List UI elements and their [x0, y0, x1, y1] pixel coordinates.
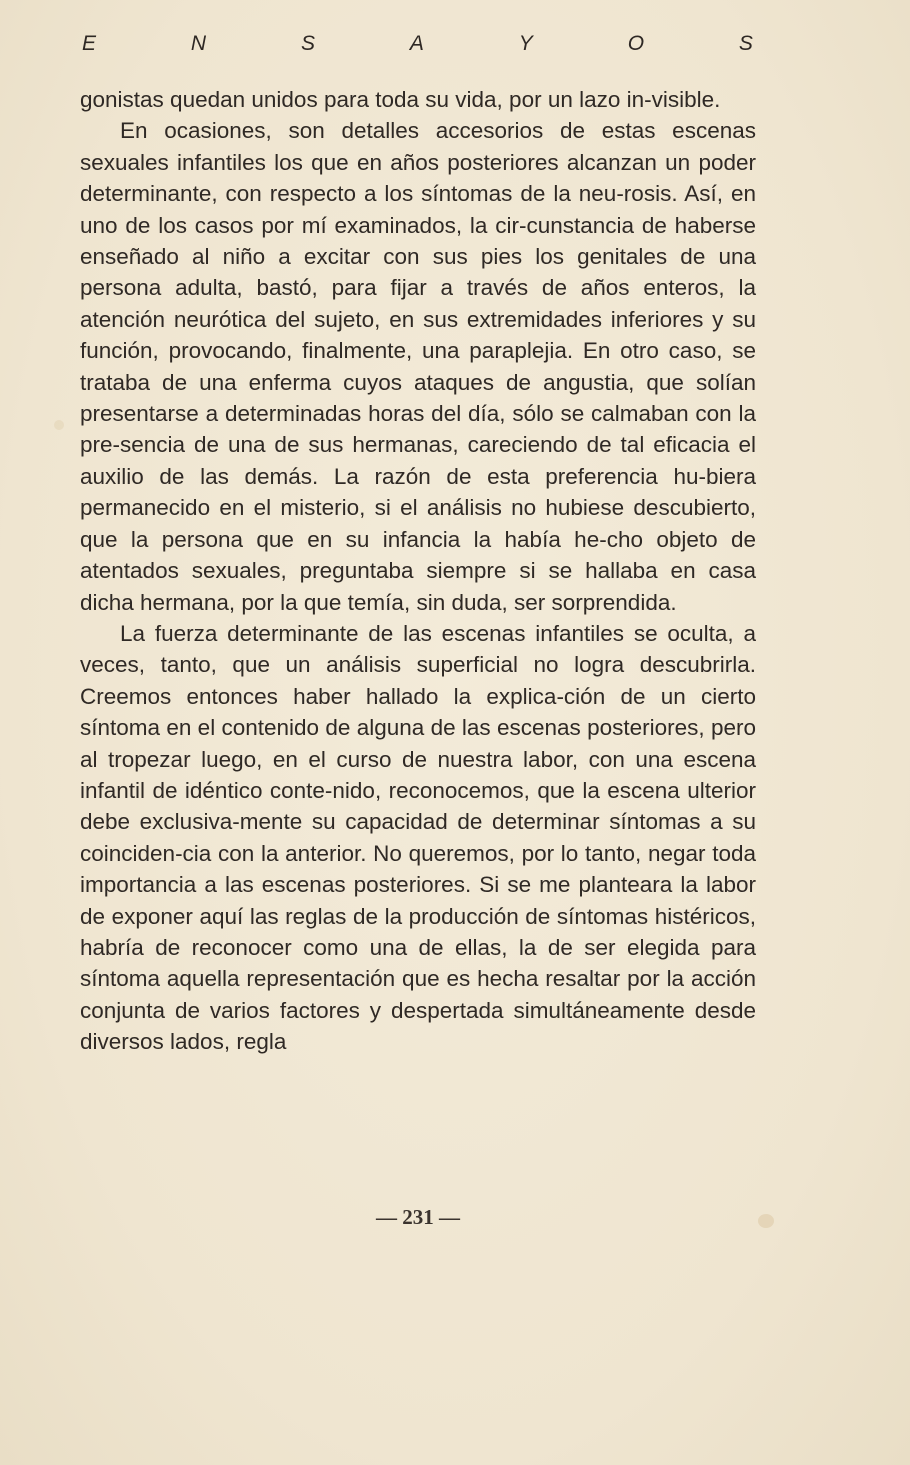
running-head-letter: Y	[518, 32, 534, 55]
paragraph: La fuerza determinante de las escenas infantiles se oculta, a veces, tanto, que un análisis superficial no logra descubrirla. Creemos entonces haber hallado la explica-ción de un cierto síntoma en el contenido de alguna de las escenas posteriores, pero al tropezar luego, en el curso de nuestra labor, con una escena infantil de idéntico conte-nido, reconocemos, que la escena ulterior debe exclusiva-mente su capacidad de determinar síntomas a su coinciden-cia con la anterior. No queremos, por lo tanto, negar toda importancia a las escenas posteriores. Si se me planteara la labor de exponer aquí las reglas de la producción de síntomas histéricos, habría de reconocer como una de ellas, la de ser elegida para síntoma aquella representación que es hecha resaltar por la acción conjunta de varios factores y despertada simultáneamente desde diversos lados, regla	[80, 620, 756, 1055]
running-head-letter: E	[82, 32, 98, 55]
page-number: — 231 —	[376, 1205, 460, 1229]
running-head-letter: O	[627, 32, 646, 55]
paragraph: gonistas quedan unidos para toda su vida, por un lazo in-visible.	[80, 87, 721, 112]
running-head	[82, 32, 754, 56]
running-head-letter: N	[190, 32, 208, 55]
running-head-letter: S	[300, 32, 316, 55]
body-text	[80, 84, 756, 1058]
running-head-letter: S	[738, 32, 754, 55]
running-head-letter: A	[409, 32, 425, 55]
paper-stain	[54, 420, 64, 430]
paragraph: En ocasiones, son detalles accesorios de estas escenas sexuales infantiles los que en años posteriores alcanzan un poder determinante, con respecto a los síntomas de la neu-rosis. Así, en uno de los casos por mí examinados, la cir-cunstancia de haberse enseñado al niño a excitar con sus pies los genitales de una persona adulta, bastó, para fijar a través de años enteros, la atención neurótica del sujeto, en sus extremidades inferiores y su función, provocando, finalmente, una paraplejia. En otro caso, se trataba de una enferma cuyos ataques de angustia, que solían presentarse a determinadas horas del día, sólo se calmaban con la pre-sencia de una de sus hermanas, careciendo de tal eficacia el auxilio de las demás. La razón de esta preferencia hu-biera permanecido en el misterio, si el análisis no hubiese descubierto, que la persona que en su infancia la había he-cho objeto de atentados sexuales, preguntaba siempre si se hallaba en casa dicha hermana, por la que temía, sin duda, ser sorprendida.	[80, 118, 756, 615]
